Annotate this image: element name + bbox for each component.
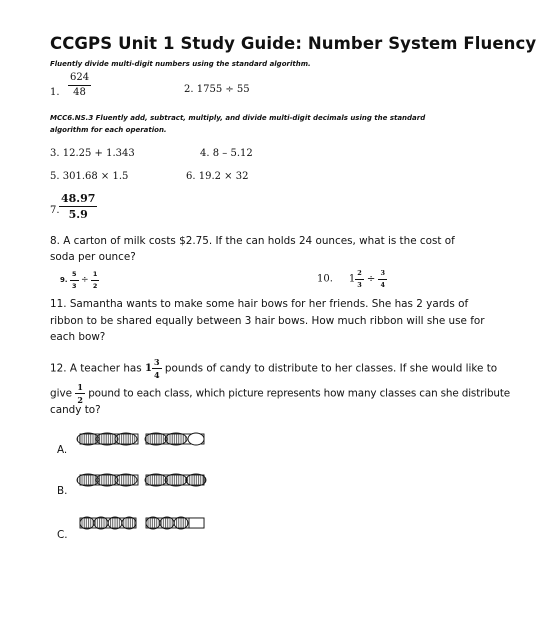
picture-a bbox=[77, 433, 204, 445]
q9-b-den: 2 bbox=[92, 281, 98, 290]
q4-expression: 8 – 5.12 bbox=[212, 148, 253, 159]
q10-whole: 1 bbox=[348, 273, 356, 285]
q6-expression: 19.2 × 32 bbox=[198, 171, 249, 182]
picture-a-bar-1 bbox=[77, 433, 138, 445]
q9-operator: ÷ bbox=[80, 275, 89, 285]
q11-line3: each bow? bbox=[50, 331, 106, 343]
page-title: CCGPS Unit 1 Study Guide: Number System Fluency bbox=[50, 34, 536, 53]
q7-denominator: 5.9 bbox=[68, 208, 88, 221]
q12-line2-start: give bbox=[50, 387, 73, 400]
q9-label: 9. bbox=[60, 276, 68, 284]
q10-label: 10. bbox=[317, 273, 333, 285]
q12-line1-start: 12. A teacher has bbox=[50, 362, 142, 375]
q2-expression: 1755 ÷ 55 bbox=[196, 84, 250, 95]
choice-c-label: C. bbox=[57, 529, 68, 541]
q10-b-num: 3 bbox=[378, 270, 387, 280]
q9-b-num: 1 bbox=[91, 271, 100, 281]
q4-label: 4. bbox=[200, 148, 210, 159]
q1-label: 1. bbox=[50, 87, 60, 98]
picture-a-bar-2 bbox=[145, 433, 204, 445]
q12-whole: 1 bbox=[145, 363, 152, 374]
q10-a-den: 3 bbox=[357, 280, 362, 289]
q7-label: 7. bbox=[50, 205, 60, 216]
q7-numerator: 48.97 bbox=[61, 192, 96, 205]
standard-division: Fluently divide multi-digit numbers using the standard algorithm. bbox=[50, 60, 311, 68]
q8-line1: 8. A carton of milk costs $2.75. If the can holds 24 ounces, what is the cost of bbox=[50, 235, 455, 247]
q12-num2: 1 bbox=[77, 382, 83, 392]
q5-expression: 301.68 × 1.5 bbox=[62, 171, 129, 182]
q6-label: 6. bbox=[186, 171, 196, 182]
q3-expression: 12.25 + 1.343 bbox=[62, 148, 135, 159]
picture-b-bar-1 bbox=[77, 474, 138, 486]
q10-b-den: 4 bbox=[380, 280, 386, 289]
q11-line1: 11. Samantha wants to make some hair bows for her friends. She has 2 yards of bbox=[50, 298, 469, 310]
q12-den1: 4 bbox=[154, 370, 160, 380]
standard-decimals-line1: MCC6.NS.3 Fluently add, subtract, multiply, and divide multi-digit decimals using the standard bbox=[50, 114, 426, 122]
q8-line2: soda per ounce? bbox=[50, 251, 136, 263]
choice-b-label: B. bbox=[57, 485, 68, 497]
q9-a-num: 5 bbox=[70, 271, 79, 281]
q12-line1-end: pounds of candy to distribute to her classes. If she would like to bbox=[164, 362, 498, 375]
q2-label: 2. bbox=[184, 84, 194, 95]
picture-c-bar-2 bbox=[146, 517, 204, 529]
q5-label: 5. bbox=[50, 171, 60, 182]
q12-line3: candy to? bbox=[50, 404, 101, 416]
q12-den2: 2 bbox=[77, 395, 83, 405]
q12-num1: 3 bbox=[154, 357, 160, 367]
q10-operator: ÷ bbox=[366, 273, 376, 285]
q9-a-den: 3 bbox=[71, 281, 77, 290]
picture-c bbox=[80, 517, 204, 529]
q3-label: 3. bbox=[50, 148, 60, 159]
picture-b-bar-2 bbox=[145, 474, 206, 486]
q11-line2: ribbon to be shared equally between 3 hair bows. How much ribbon will she use for bbox=[50, 315, 485, 327]
q1-denominator: 48 bbox=[73, 87, 86, 98]
q10-a-num: 2 bbox=[355, 270, 364, 280]
q1-numerator: 624 bbox=[68, 73, 91, 86]
standard-decimals-line2: algorithm for each operation. bbox=[50, 126, 167, 134]
picture-c-bar-1 bbox=[80, 517, 136, 529]
picture-b bbox=[77, 474, 206, 486]
choice-a-label: A. bbox=[57, 444, 68, 456]
q12-line2-end: pound to each class, which picture represents how many classes can she distribute bbox=[88, 387, 511, 400]
